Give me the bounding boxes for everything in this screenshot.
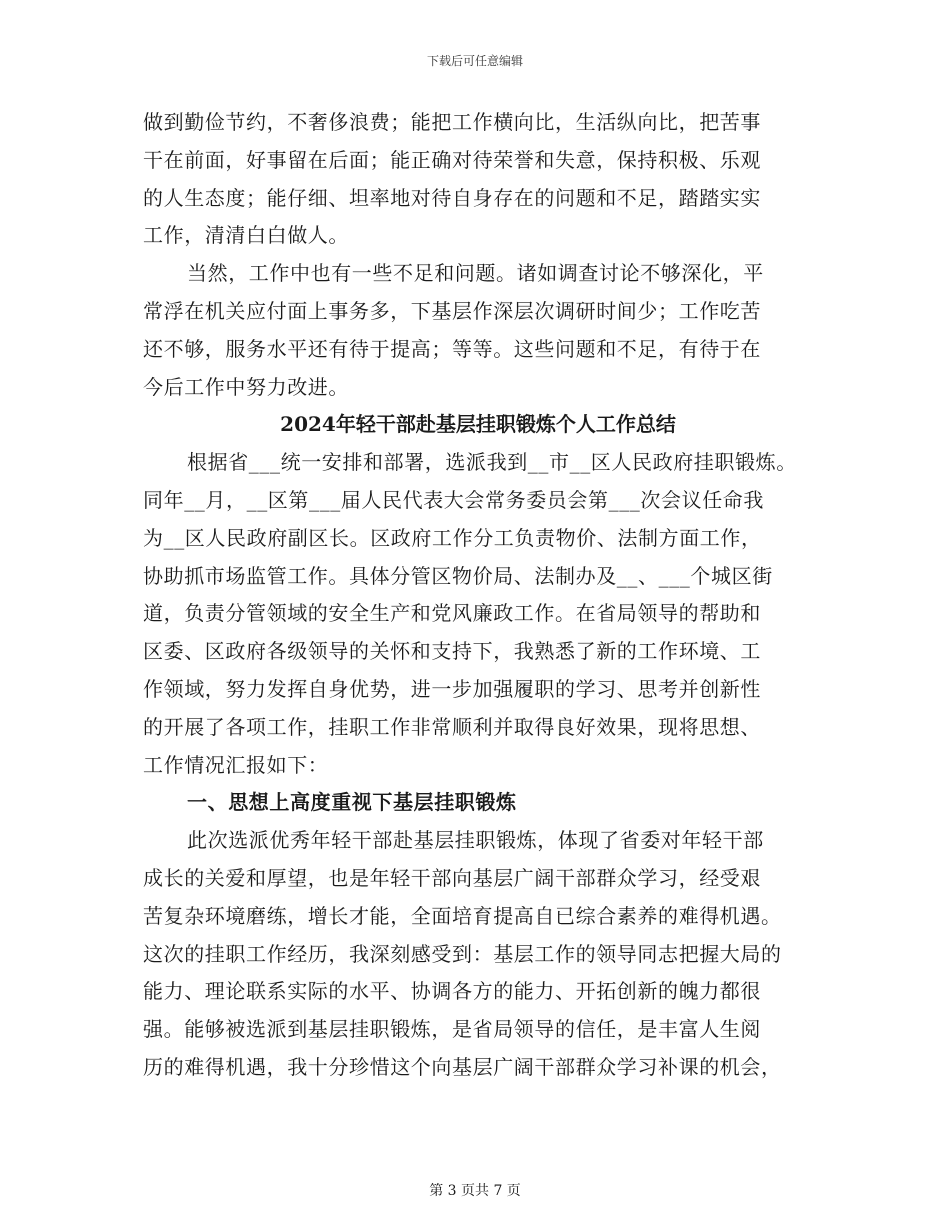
line-6: 还不够，服务水平还有待于提高；等等。这些问题和不足，有待于在 bbox=[143, 336, 761, 361]
line-21: 苦复杂环境磨练，增长才能，全面培育提高自已综合素养的难得机遇。 bbox=[143, 903, 782, 928]
line-16: 的开展了各项工作，挂职工作非常顺利并取得良好效果，现将思想、 bbox=[143, 714, 761, 739]
paragraph-start-line-19: 此次选派优秀年轻干部赴基层挂职锻炼，体现了省委对年轻干部 bbox=[187, 828, 764, 853]
document-title: 2024年轻干部赴基层挂职锻炼个人工作总结 bbox=[280, 412, 676, 437]
line-25: 历的难得机遇，我十分珍惜这个向基层广阔干部群众学习补课的机会， bbox=[143, 1054, 782, 1079]
paragraph-start-line-4: 当然，工作中也有一些不足和问题。诸如调查讨论不够深化，平 bbox=[187, 261, 764, 286]
line-11: 为__区人民政府副区长。区政府工作分工负责物价、法制方面工作， bbox=[143, 525, 762, 550]
line-13: 道，负责分管领域的安全生产和党风廉政工作。在省局领导的帮助和 bbox=[143, 601, 761, 626]
document-body bbox=[143, 104, 813, 1087]
line-0: 做到勤俭节约，不奢侈浪费；能把工作横向比，生活纵向比，把苦事 bbox=[143, 110, 761, 134]
line-14: 区委、区政府各级领导的关怀和支持下，我熟悉了新的工作环境、工 bbox=[143, 639, 761, 664]
line-10: 同年__月，__区第___届人民代表大会常务委员会第___次会议任命我 bbox=[143, 487, 764, 512]
page-number: 第 3 页共 7 页 bbox=[429, 1183, 521, 1199]
section-heading: 一、思想上高度重视下基层挂职锻炼 bbox=[187, 790, 517, 815]
line-20: 成长的关爱和厚望，也是年轻干部向基层广阔干部群众学习，经受艰 bbox=[143, 865, 761, 890]
line-15: 作领域，努力发挥自身优势，进一步加强履职的学习、思考并创新性 bbox=[143, 676, 761, 701]
page-header: 下载后可任意编辑 bbox=[426, 54, 523, 68]
paragraph-start-line-9: 根据省___统一安排和部署，选派我到__市__区人民政府挂职锻炼。 bbox=[187, 450, 797, 475]
line-22: 这次的挂职工作经历，我深刻感受到：基层工作的领导同志把握大局的 bbox=[143, 941, 782, 966]
line-7: 今后工作中努力改进。 bbox=[143, 374, 349, 399]
line-17: 工作情况汇报如下： bbox=[143, 752, 329, 777]
line-24: 强。能够被选派到基层挂职锻炼，是省局领导的信任，是丰富人生阅 bbox=[143, 1017, 761, 1042]
line-1: 干在前面，好事留在后面；能正确对待荣誉和失意，保持积极、乐观 bbox=[143, 147, 761, 172]
line-12: 协助抓市场监管工作。具体分管区物价局、法制办及__、___个城区街 bbox=[143, 563, 773, 588]
line-3: 工作，清清白白做人。 bbox=[143, 223, 349, 248]
line-23: 能力、理论联系实际的水平、协调各方的能力、开拓创新的魄力都很 bbox=[143, 979, 761, 1004]
line-2: 的人生态度；能仔细、坦率地对待自身存在的问题和不足，踏踏实实 bbox=[143, 185, 761, 210]
line-5: 常浮在机关应付面上事务多，下基层作深层次调研时间少；工作吃苦 bbox=[143, 298, 761, 323]
